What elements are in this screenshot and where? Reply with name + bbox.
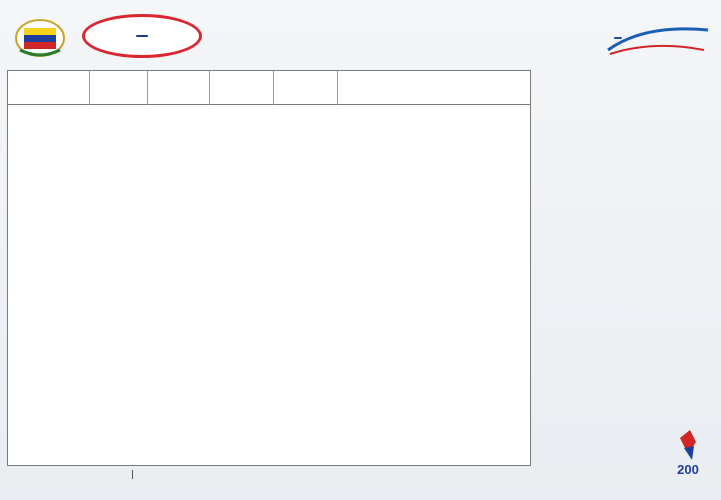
forecast-table bbox=[7, 70, 531, 466]
header-region bbox=[8, 71, 90, 105]
header bbox=[0, 0, 721, 68]
header-night bbox=[274, 71, 338, 105]
venezuela-coat-of-arms-icon bbox=[10, 14, 70, 58]
bicentenario-logo-icon bbox=[660, 428, 716, 488]
table-header bbox=[8, 71, 530, 105]
footer bbox=[0, 466, 721, 500]
vicepresidencia-label bbox=[132, 470, 138, 479]
inameh-logo bbox=[82, 14, 202, 58]
header-morning bbox=[148, 71, 210, 105]
header-temperatures bbox=[338, 71, 532, 105]
cuadrantes-de-paz-logo bbox=[604, 20, 716, 62]
svg-text:200: 200 bbox=[677, 462, 699, 477]
weather-legend bbox=[537, 62, 719, 466]
cuadrantes-logo-icon bbox=[604, 20, 716, 62]
header-map bbox=[90, 71, 148, 105]
header-afternoon bbox=[210, 71, 274, 105]
